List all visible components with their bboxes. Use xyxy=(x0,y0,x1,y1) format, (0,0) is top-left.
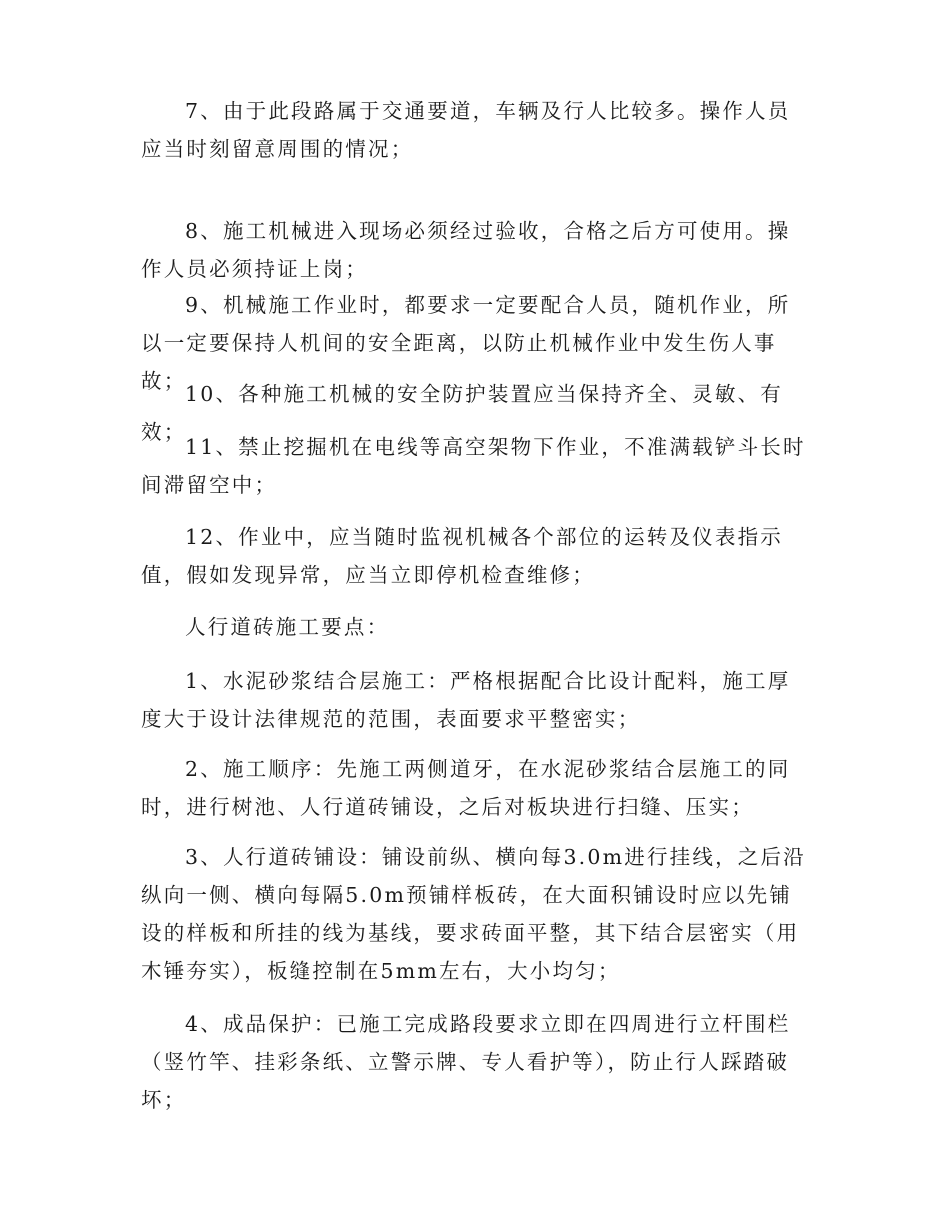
paragraph-item-12: 12、作业中，应当随时监视机械各个部位的运转及仪表指示值，假如发现异常，应当立即停机检查维修； xyxy=(141,525,783,587)
paragraph-item-4: 4、成品保护：已施工完成路段要求立即在四周进行立杆围栏（竖竹竿、挂彩条纸、立警示牌、专人看护等），防止行人踩踏破坏； xyxy=(141,1012,791,1112)
paragraph-item-1: 1、水泥砂浆结合层施工：严格根据配合比设计配料，施工厚度大于设计法律规范的范围，表面要求平整密实； xyxy=(141,669,791,731)
paragraph-item-9: 9、机械施工作业时，都要求一定要配合人员，随机作业，所以一定要保持人机间的安全距离，以防止机械作业中发生伤人事故； xyxy=(141,293,791,393)
paragraph-item-10: 10、各种施工机械的安全防护装置应当保持齐全、灵敏、有效； xyxy=(141,382,783,444)
paragraph-item-3: 3、人行道砖铺设：铺设前纵、横向每3.0m进行挂线，之后沿纵向一侧、横向每隔5.0m预铺样板砖，在大面积铺设时应以先铺设的样板和所挂的线为基线，要求砖面平整，其下结合层密实（用木锤夯实），板缝控制在5mm左右，大小均匀； xyxy=(141,845,806,983)
paragraph-item-7: 7、由于此段路属于交通要道，车辆及行人比较多。操作人员应当时刻留意周围的情况； xyxy=(141,99,791,161)
paragraph-item-11: 11、禁止挖掘机在电线等高空架物下作业，不准满载铲斗长时间滞留空中； xyxy=(141,435,806,497)
section-heading: 人行道砖施工要点： xyxy=(185,615,390,639)
paragraph-item-2: 2、施工顺序：先施工两侧道牙，在水泥砂浆结合层施工的同时，进行树池、人行道砖铺设，之后对板块进行扫缝、压实； xyxy=(141,757,791,819)
paragraph-item-8: 8、施工机械进入现场必须经过验收，合格之后方可使用。操作人员必须持证上岗； xyxy=(141,219,791,281)
